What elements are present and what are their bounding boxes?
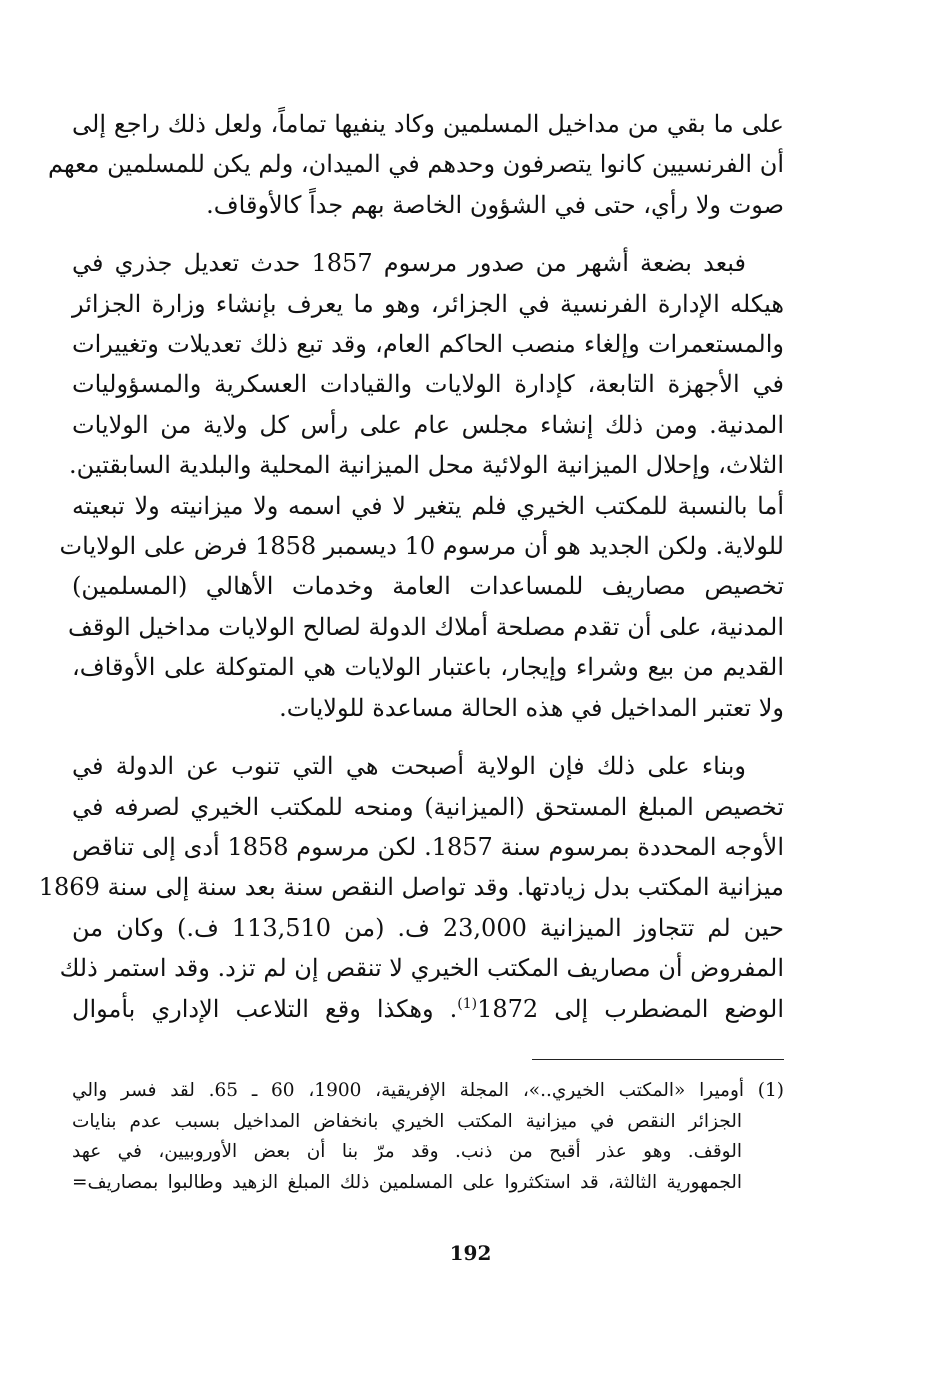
text-line: أن الفرنسيين كانوا يتصرفون وحدهم في الميدان، ولم يكن للمسلمين معهم xyxy=(47,150,784,179)
text-line: على ما بقي من مداخيل المسلمين وكاد ينفيها تماماً، ولعل ذلك راجع إلى xyxy=(72,110,784,138)
footnotes xyxy=(72,1076,784,1199)
text-line: صوت ولا رأي، حتى في الشؤون الخاصة بهم جداً كالأوقاف. xyxy=(206,190,784,219)
paragraph-3 xyxy=(38,746,785,1029)
footnote-line: الجمهورية الثالثة، قد استكثروا على المسلمين ذلك المبلغ الزهيد وطالبوا بمصاريف= xyxy=(72,1172,742,1194)
footnote-line: (1) أوميرا «المكتب الخيري..»، المجلة الإفريقية، 1900، 60 ـ 65. لقد فسر والي xyxy=(72,1080,785,1101)
text-segment: الوضع المضطرب إلى 1872 xyxy=(477,994,785,1023)
text-segment: . وهكذا وقع التلاعب الإداري بأموال xyxy=(72,994,458,1023)
text-line: القديم من بيع وشراء وإيجار، باعتبار الولايات هي المتوكلة على الأوقاف، xyxy=(72,653,784,682)
text-line: الثلاث، وإحلال الميزانية الولائية محل الميزانية المحلية والبلدية السابقتين. xyxy=(69,451,784,480)
footnote-reference[interactable]: (1) xyxy=(457,995,478,1012)
text-line: ميزانية المكتب بدل زيادتها. وقد تواصل النقص سنة بعد سنة إلى سنة 1869 xyxy=(38,873,784,902)
page-number: 192 xyxy=(449,1241,492,1265)
text-line: الأوجه المحددة بمرسوم سنة 1857. لكن مرسوم 1858 أدى إلى تناقص xyxy=(72,832,784,861)
text-line: المدنية، على أن تقدم مصلحة أملاك الدولة لصالح الولايات مداخيل الوقف xyxy=(67,612,784,641)
text-line: فبعد بضعة أشهر من صدور مرسوم 1857 حدث تعديل جذري في xyxy=(72,249,746,278)
footnote-divider xyxy=(532,1059,784,1060)
text-line: ولا تعتبر المداخيل في هذه الحالة مساعدة للولايات. xyxy=(279,693,784,722)
paragraph-2 xyxy=(59,243,784,728)
footnote-line: الجزائر النقص في ميزانية المكتب الخيري بانخفاض المداخيل بسبب عدم بنايات xyxy=(72,1110,742,1132)
text-line: المدنية. ومن ذلك إنشاء مجلس عام على رأس كل ولاية من الولايات xyxy=(72,410,784,439)
text-line: تخصيص مصاريف للمساعدات العامة وخدمات الأهالي (المسلمين) xyxy=(72,572,784,601)
text-line: في الأجهزة التابعة، كإدارة الولايات والقيادات العسكرية والمسؤوليات xyxy=(72,370,784,399)
text-line: هيكله الإدارة الفرنسية في الجزائر، وهو ما يعرف بإنشاء وزارة الجزائر xyxy=(72,289,784,318)
text-line-with-note xyxy=(72,989,784,1029)
footnote-line: الوقف. وهو عذر أقبح من ذنب. وقد مرّ بنا أن بعض الأوروبيين، في عهد xyxy=(72,1141,742,1163)
text-line: أما بالنسبة للمكتب الخيري فلم يتغير لا في اسمه ولا ميزانيته ولا تبعيته xyxy=(72,491,784,520)
text-line: والمستعمرات وإلغاء منصب الحاكم العام، وقد تبع ذلك تعديلات وتغييرات xyxy=(72,330,784,359)
page-body xyxy=(38,104,785,1029)
paragraph-1 xyxy=(47,104,784,225)
text-line: المفروض أن مصاريف المكتب الخيري لا تنقص إن لم تزد. وقد استمر ذلك xyxy=(59,954,784,983)
text-line: تخصيص المبلغ المستحق (الميزانية) ومنحه للمكتب الخيري لصرفه في xyxy=(72,792,784,821)
text-line: حين لم تتجاوز الميزانية 23,000 ف. (من 113,510 ف.) وكان من xyxy=(72,913,784,942)
text-line: وبناء على ذلك فإن الولاية أصبحت هي التي تنوب عن الدولة في xyxy=(72,752,746,781)
text-line: للولاية. ولكن الجديد هو أن مرسوم 10 ديسمبر 1858 فرض على الولايات xyxy=(59,532,784,561)
